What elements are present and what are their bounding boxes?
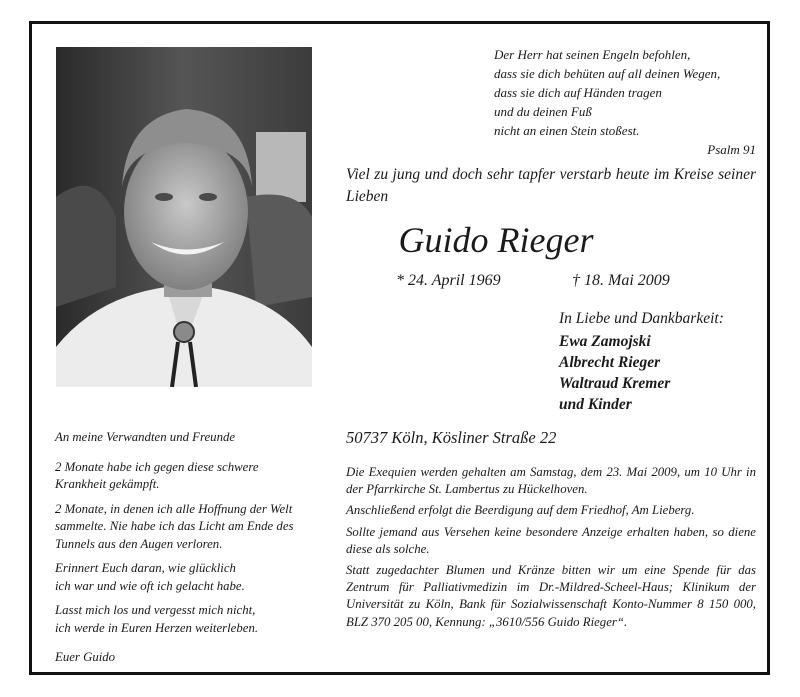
birth-date: * 24. April 1969 bbox=[396, 272, 501, 289]
poem-line: Lasst mich los und vergesst mich nicht, bbox=[55, 603, 256, 617]
farewell-poem bbox=[55, 429, 310, 674]
mourner-name: Ewa Zamojski bbox=[559, 333, 651, 350]
deceased-name: Guido Rieger bbox=[398, 220, 594, 260]
donation-info: Statt zugedachter Blumen und Kränze bitten wir um eine Spende für das Zentrum für Palliativmedizin im Dr.-Mildred-Scheel-Haus; Klinikum der Universität zu Köln, Bank für Sozialwissenschaft Konto-Nummer 8 150 000, BLZ 370 205 00, Kennung: „3610/556 Guido Rieger“. bbox=[346, 563, 756, 629]
mourner-name: Waltraud Kremer bbox=[559, 375, 671, 392]
thanks-heading: In Liebe und Dankbarkeit: bbox=[559, 310, 724, 327]
psalm-line: dass sie dich behüten auf all deinen Wegen, bbox=[494, 66, 721, 81]
exequien-info: Die Exequien werden gehalten am Samstag, dem 23. Mai 2009, um 10 Uhr in der Pfarrkirche St. Lambertus zu Hückelhoven. bbox=[346, 465, 756, 497]
poem-line: ich werde in Euren Herzen weiterleben. bbox=[55, 620, 259, 635]
family-address: 50737 Köln, Kösliner Straße 22 bbox=[346, 428, 557, 447]
poem-paragraph bbox=[55, 602, 310, 637]
mourner-name: und Kinder bbox=[559, 396, 632, 413]
intro-text: Viel zu jung und doch sehr tapfer verstarb heute im Kreise seiner Lieben bbox=[346, 166, 756, 205]
service-details bbox=[346, 464, 756, 635]
obituary-frame bbox=[29, 21, 770, 675]
psalm-line: Der Herr hat seinen Engeln befohlen, bbox=[494, 47, 691, 62]
mourner-name: Albrecht Rieger bbox=[559, 354, 661, 371]
death-date: † 18. Mai 2009 bbox=[572, 272, 670, 289]
notice-info: Sollte jemand aus Versehen keine besondere Anzeige erhalten haben, so diene diese als solche. bbox=[346, 524, 756, 556]
burial-info: Anschließend erfolgt die Beerdigung auf dem Friedhof, Am Lieberg. bbox=[346, 503, 695, 518]
poem-line: Erinnert Euch daran, wie glücklich bbox=[55, 561, 236, 575]
psalm-source: Psalm 91 bbox=[707, 142, 756, 157]
psalm-line: und du deinen Fuß bbox=[494, 104, 592, 119]
poem-paragraph bbox=[55, 560, 310, 595]
poem-line: ich war und wie oft ich gelacht habe. bbox=[55, 578, 245, 593]
psalm-line: dass sie dich auf Händen tragen bbox=[494, 85, 662, 100]
poem-greeting: An meine Verwandten und Freunde bbox=[55, 430, 236, 444]
psalm-line: nicht an einen Stein stoßest. bbox=[494, 123, 640, 138]
poem-paragraph: 2 Monate habe ich gegen diese schwere Krankheit gekämpft. bbox=[55, 459, 259, 491]
poem-signature: Euer Guido bbox=[55, 650, 116, 664]
portrait-photo bbox=[56, 47, 312, 387]
poem-paragraph: 2 Monate, in denen ich alle Hoffnung der Welt sammelte. Nie habe ich das Licht am Ende des Tunnels aus den Augen verloren. bbox=[55, 501, 294, 551]
portrait-image bbox=[56, 47, 312, 387]
psalm-quote bbox=[494, 45, 756, 159]
mourners-list bbox=[559, 331, 670, 415]
